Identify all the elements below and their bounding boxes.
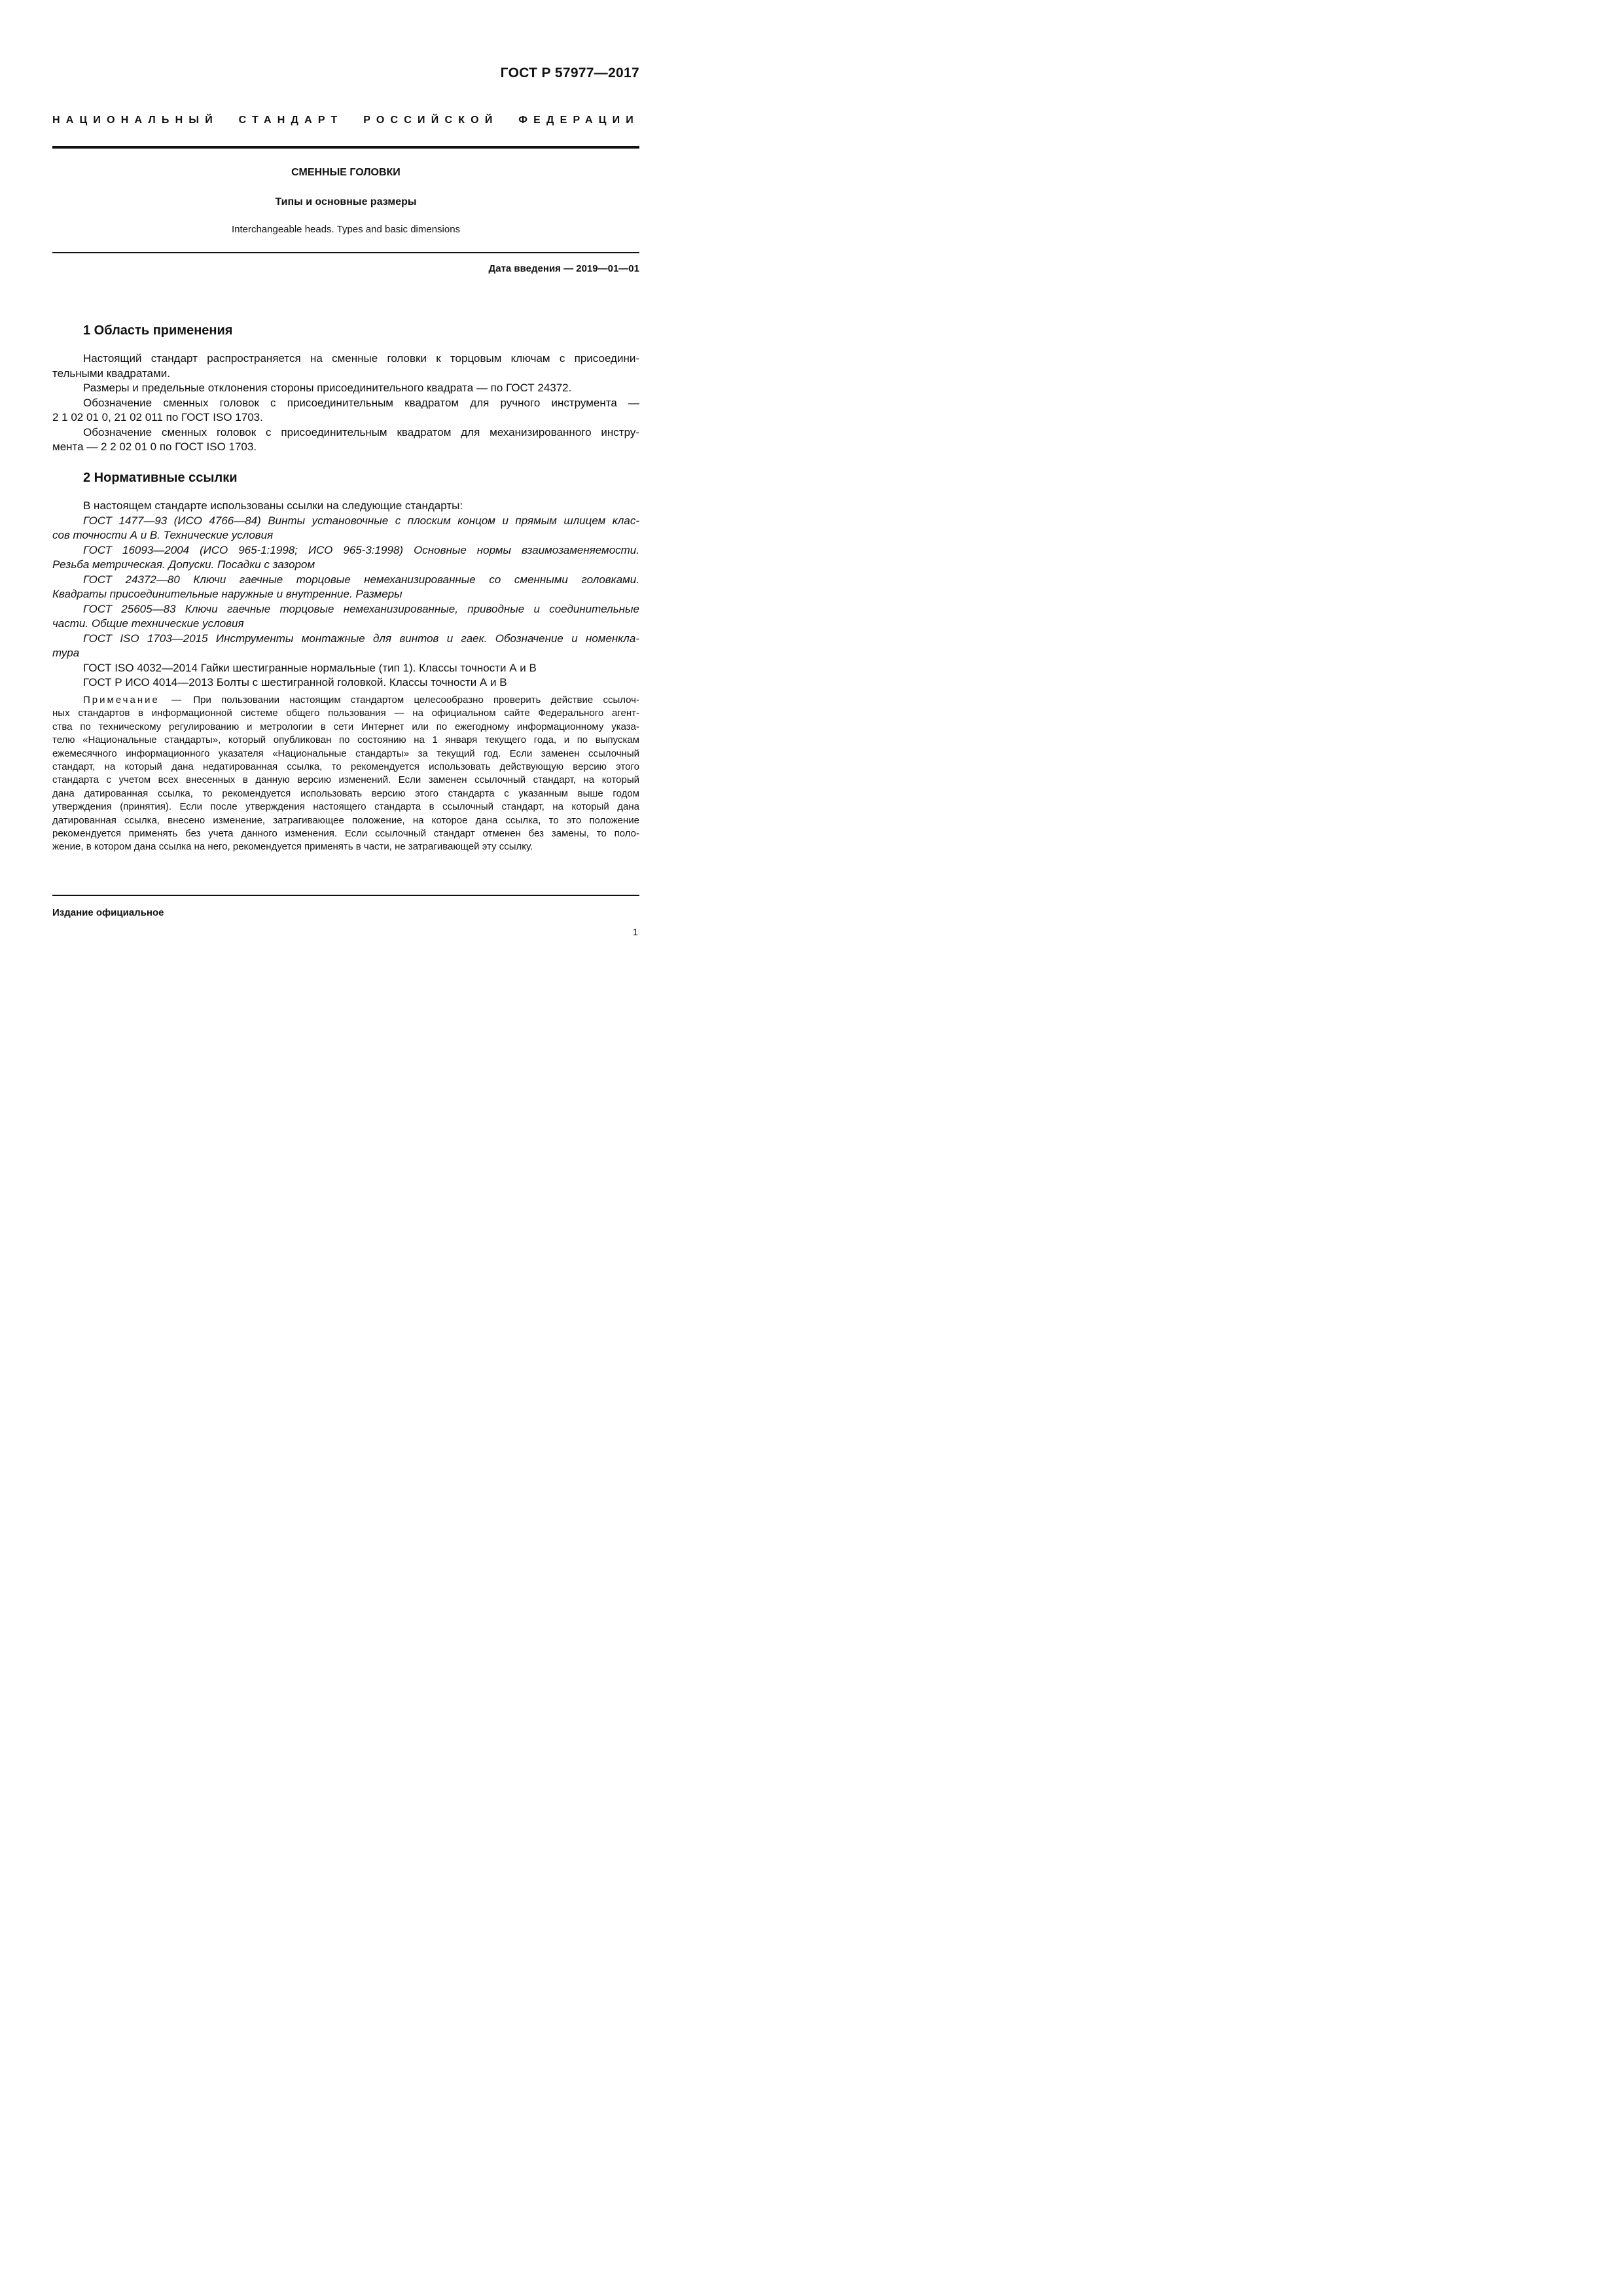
note-line: ных стандартов в информационной системе общего пользования — на официальном сайте Федерального агент- [52,708,639,719]
text-line: тельными квадратами. [52,367,170,380]
note-line: датированная ссылка, внесено изменение, затрагивающее положение, на которое дана ссылка, то это положение [52,814,639,826]
reference-line: Резьба метрическая. Допуски. Посадки с зазором [52,558,315,571]
edition-label: Издание официальное [52,907,164,918]
note-first-line [52,694,639,707]
section-1-body [52,351,639,455]
note-block [52,694,639,854]
note-text: При пользовании настоящим стандартом целесообразно проверить действие ссылоч- [193,694,639,706]
section-2-heading: 2 Нормативные ссылки [83,471,238,485]
footer-rule [52,895,639,896]
document-title: СМЕННЫЕ ГОЛОВКИ [291,167,401,178]
note-line: телю «Национальные стандарты», который опубликован по состоянию на 1 января текущего года, и по выпускам [52,734,639,746]
reference-line: ГОСТ 1477—93 (ИСО 4766—84) Винты установочные с плоским концом и прямым шлицем клас- [83,514,639,527]
text-line: мента — 2 2 02 01 0 по ГОСТ ISO 1703. [52,440,257,453]
reference-line: части. Общие технические условия [52,617,244,630]
reference-line: ГОСТ 24372—80 Ключи гаечные торцовые немеханизированные со сменными головками. [83,573,639,586]
header-rule [52,146,639,149]
note-line: рекомендуется применять без учета данного изменения. Если ссылочный стандарт отменен без замены, то поло- [52,828,639,840]
reference-line: тура [52,647,80,659]
document-subtitle: Типы и основные размеры [275,196,417,207]
reference-line: ГОСТ ISO 1703—2015 Инструменты монтажные для винтов и гаек. Обозначение и номенкла- [83,632,639,645]
text-line: Обозначение сменных головок с присоединительным квадратом для механизированного инстру- [83,425,639,439]
introduction-date: Дата введения — 2019—01—01 [488,263,639,274]
note-label: Примечание — [83,694,184,706]
reference-line: ГОСТ Р ИСО 4014—2013 Болты с шестигранной головкой. Классы точности А и В [83,676,507,689]
note-line: ежемесячного информационного указателя «Национальные стандарты» за текущий год. Если заменен ссылочный [52,747,639,759]
reference-line: сов точности А и В. Технические условия [52,529,274,541]
text-line: В настоящем стандарте использованы ссылки на следующие стандарты: [83,499,463,512]
page-number: 1 [632,927,638,938]
national-standard-banner: НАЦИОНАЛЬНЫЙ СТАНДАРТ РОССИЙСКОЙ ФЕДЕРАЦИИ [52,115,639,126]
reference-line: ГОСТ 25605—83 Ключи гаечные торцовые немеханизированные, приводные и соединительные [83,602,639,615]
reference-line: ГОСТ ISO 4032—2014 Гайки шестигранные нормальные (тип 1). Классы точности А и В [83,661,537,674]
note-line: дана датированная ссылка, то рекомендуется использовать версию этого стандарта с указанным выше годом [52,787,639,799]
english-title: Interchangeable heads. Types and basic dimensions [231,224,461,235]
note-line: жение, в котором дана ссылка на него, рекомендуется применять в части, не затрагивающей эту ссылку. [52,841,533,853]
title-rule [52,252,639,253]
reference-line: ГОСТ 16093—2004 (ИСО 965-1:1998; ИСО 965-3:1998) Основные нормы взаимозаменяемости. [83,543,639,556]
section-1-heading: 1 Область применения [83,323,233,338]
standard-designation: ГОСТ Р 57977—2017 [500,65,639,81]
note-line: утверждения (принятия). Если после утверждения настоящего стандарта в ссылочный стандарт, на который дана [52,801,639,813]
note-line: стандарт, на который дана недатированная ссылка, то рекомендуется использовать действующую версию этого [52,761,639,773]
text-line: Настоящий стандарт распространяется на сменные головки к торцовым ключам с присоедини- [83,352,639,365]
text-line: Обозначение сменных головок с присоединительным квадратом для ручного инструмента — [83,396,639,409]
note-line: ства по техническому регулированию и метрологии в сети Интернет или по ежегодному информационному указа- [52,721,639,732]
text-line: 2 1 02 01 0, 21 02 011 по ГОСТ ISO 1703. [52,411,263,423]
reference-line: Квадраты присоединительные наружные и внутренние. Размеры [52,588,402,600]
document-page [0,0,722,1021]
text-line: Размеры и предельные отклонения стороны присоединительного квадрата — по ГОСТ 24372. [83,382,572,394]
note-line: стандарта с учетом всех внесенных в данную версию изменений. Если заменен ссылочный стандарт, на который [52,774,639,786]
section-2-body [52,499,639,691]
